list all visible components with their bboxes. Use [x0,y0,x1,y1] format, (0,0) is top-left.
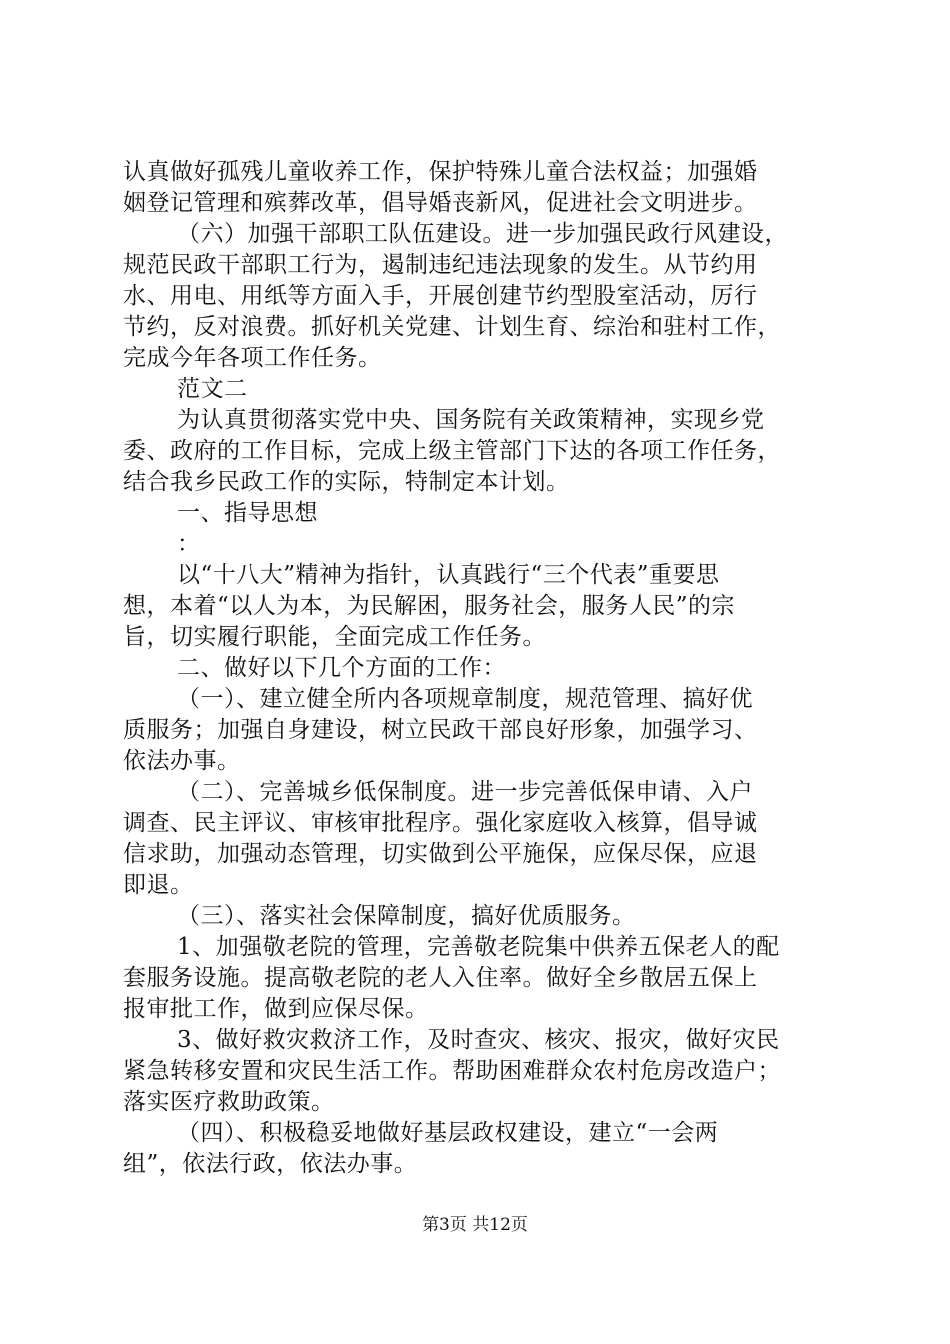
text-line: 完成今年各项工作任务。 [123,345,382,371]
text-line: 认真做好孤残儿童收养工作，保护特殊儿童合法权益；加强婚 [123,159,758,185]
text-line: 结合我乡民政工作的实际，特制定本计划。 [123,469,570,495]
text-line: ： [177,531,201,557]
text-line: 调查、民主评议、审核审批程序。强化家庭收入核算，倡导诚 [123,810,758,836]
text-line: 信求助，加强动态管理，切实做到公平施保，应保尽保，应退 [123,841,758,867]
text-line: 为认真贯彻落实党中央、国务院有关政策精神，实现乡党 [177,407,765,433]
text-line: 质服务；加强自身建设，树立民政干部良好形象，加强学习、 [123,717,758,743]
text-line: 水、用电、用纸等方面入手，开展创建节约型股室活动，厉行 [123,283,758,309]
text-line: 即退。 [123,872,194,898]
text-line: 紧急转移安置和灾民生活工作。帮助困难群众农村危房改造户； [123,1058,781,1084]
text-line: 以“十八大”精神为指针，认真践行“三个代表”重要思 [177,562,720,588]
section-title: 范文二 [177,376,248,402]
text-line: 姻登记管理和殡葬改革，倡导婚丧新风，促进社会文明进步。 [123,190,758,216]
text-line: （三）、落实社会保障制度，搞好优质服务。 [177,903,636,929]
text-line: （四）、积极稳妥地做好基层政权建设，建立“一会两 [177,1120,719,1146]
text-line: （二）、完善城乡低保制度。进一步完善低保申请、入户 [177,779,753,805]
page-number-footer: 第3页 共12页 [422,1215,528,1235]
text-line: 依法办事。 [123,748,241,774]
heading: 一、指导思想 [177,500,318,526]
text-line: 规范民政干部职工行为，遏制违纪违法现象的发生。从节约用 [123,252,758,278]
text-line: 委、政府的工作目标，完成上级主管部门下达的各项工作任务， [123,438,781,464]
text-line: 报审批工作，做到应保尽保。 [123,996,429,1022]
heading: 二、做好以下几个方面的工作： [177,655,506,681]
text-line: 想，本着“以人为本，为民解困，服务社会，服务人民”的宗 [123,593,736,619]
text-line: （六）加强干部职工队伍建设。进一步加强民政行风建设， [177,221,788,247]
text-line: （一）、建立健全所内各项规章制度，规范管理、搞好优 [177,686,753,712]
text-line: 节约，反对浪费。抓好机关党建、计划生育、综治和驻村工作， [123,314,781,340]
text-line: 1、加强敬老院的管理，完善敬老院集中供养五保老人的配 [177,934,780,960]
text-line: 3、做好救灾救济工作，及时查灾、核灾、报灾，做好灾民 [177,1027,780,1053]
text-line: 落实医疗救助政策。 [123,1089,335,1115]
text-line: 组”，依法行政，依法办事。 [123,1151,418,1177]
text-line: 套服务设施。提高敬老院的老人入住率。做好全乡散居五保上 [123,965,758,991]
text-line: 旨，切实履行职能，全面完成工作任务。 [123,624,546,650]
